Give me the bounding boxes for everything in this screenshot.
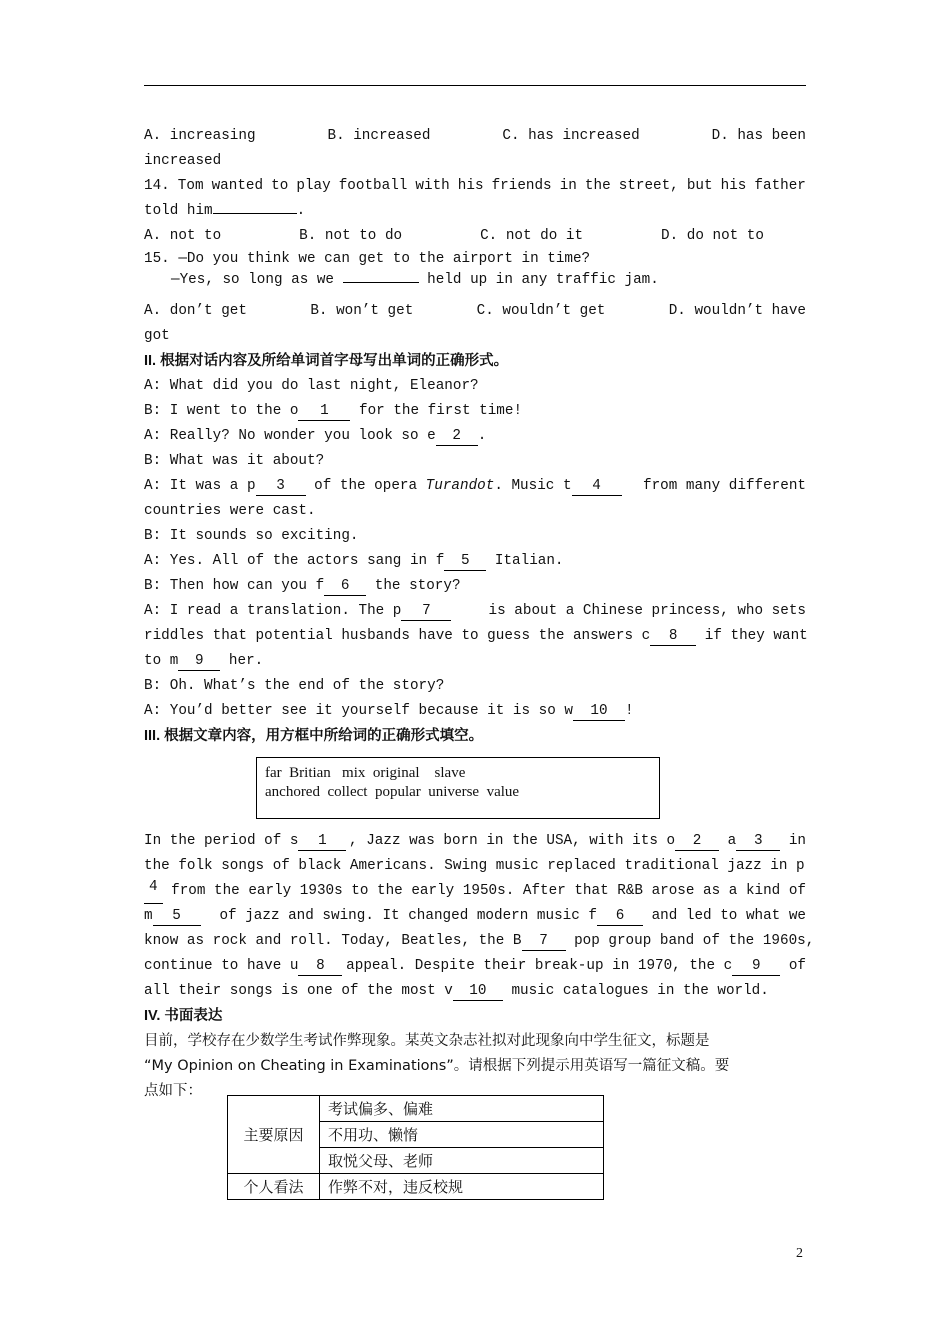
dialogue-line: B: Oh. What’s the end of the story?: [144, 678, 445, 694]
dialogue-text: A: Really? No wonder you look so e: [144, 428, 436, 444]
q15-option-b: B. won’t get: [310, 303, 414, 319]
writing-points-table: [227, 1095, 604, 1200]
q14-word: wanted: [211, 178, 264, 194]
q15-answer-blank[interactable]: [343, 282, 419, 283]
dialogue-line: [144, 399, 806, 424]
dialogue-text: . Music t: [494, 478, 572, 494]
q15-options: [144, 299, 806, 324]
dialogue-text: from many different: [634, 478, 806, 494]
q14-text: told him: [144, 203, 213, 219]
dialogue-line: [144, 699, 806, 724]
dialogue-text: is about a Chinese princess, who sets: [479, 603, 806, 619]
passage-line: [144, 979, 806, 1004]
blank-8[interactable]: 8: [650, 628, 696, 646]
q14-word: friends: [491, 178, 552, 194]
q15-options-continued: got: [144, 328, 170, 344]
passage-segment: [144, 954, 342, 979]
passage-line: the folk songs of black Americans. Swing music replaced traditional jazz in p: [144, 858, 805, 874]
q14-text: .: [296, 203, 306, 219]
passage-line: [144, 879, 806, 904]
passage-segment: [144, 929, 566, 954]
passage-segment: [346, 954, 806, 979]
dialogue-text: A: Yes. All of the actors sang in f: [144, 553, 445, 569]
blank-2[interactable]: 2: [436, 428, 478, 446]
reason-cell: 不用功、懒惰: [320, 1122, 604, 1148]
dialogue-text: !: [624, 703, 634, 719]
dialogue-text: riddles that potential husbands have to guess the answers c: [144, 628, 651, 644]
dialogue-segment: [144, 624, 696, 649]
word-box-line-1: far Britian mix original slave: [265, 765, 466, 781]
writing-prompt-line: 点如下：: [144, 1083, 202, 1099]
blank-5[interactable]: 5: [153, 908, 201, 926]
q14-word: the: [584, 178, 611, 194]
q15-option-a: A. don’t get: [144, 303, 247, 319]
section-2-title: II. 根据对话内容及所给单词首字母写出单词的正确形式。: [144, 353, 509, 369]
q14-word: father: [754, 178, 806, 194]
q14-word: but: [686, 178, 713, 194]
passage-text: pop group band of the 1960s,: [565, 933, 815, 949]
passage-segment: [144, 829, 346, 854]
passage-text: of: [780, 958, 806, 974]
blank-1[interactable]: 1: [298, 833, 346, 851]
dialogue-line: [144, 649, 806, 674]
passage-text: continue to have u: [144, 958, 299, 974]
q13-option-c: C. has increased: [502, 128, 640, 144]
page-content: [144, 124, 815, 1104]
blank-5[interactable]: 5: [444, 553, 486, 571]
blank-3[interactable]: 3: [736, 833, 780, 851]
dialogue-text: for the first time!: [350, 403, 523, 419]
dialogue-text: B: I went to the o: [144, 403, 299, 419]
table-row: [228, 1096, 604, 1122]
q14-option-d: D. do not to: [661, 228, 764, 244]
dialogue-text: if they want: [696, 628, 808, 644]
blank-9[interactable]: 9: [732, 958, 780, 976]
passage-text: a: [719, 833, 737, 849]
q13-option-b: B. increased: [327, 128, 431, 144]
dialogue-text: to m: [144, 653, 179, 669]
dialogue-line: [144, 599, 806, 624]
passage-text: In the period of s: [144, 833, 299, 849]
dialogue-line: B: What was it about?: [144, 453, 325, 469]
blank-6[interactable]: 6: [597, 908, 643, 926]
q14-option-b: B. not to do: [299, 228, 403, 244]
passage-line: [144, 904, 806, 929]
blank-4[interactable]: 4: [572, 478, 622, 496]
blank-9[interactable]: 9: [178, 653, 220, 671]
passage-text: and led to what we: [642, 908, 806, 924]
personal-opinion-label: 个人看法: [228, 1174, 320, 1200]
dialogue-text: .: [477, 428, 487, 444]
blank-8[interactable]: 8: [298, 958, 342, 976]
header-rule: [144, 85, 806, 86]
q13-option-d: D. has been: [711, 128, 806, 144]
passage-line: [144, 954, 806, 979]
dialogue-line: [144, 474, 806, 499]
opera-title: Turandot: [425, 478, 495, 494]
blank-10[interactable]: 10: [453, 983, 503, 1001]
q15-text: held up in any traffic jam.: [418, 272, 659, 288]
q15-option-d: D. wouldn’t have: [668, 303, 806, 319]
main-reasons-label: 主要原因: [228, 1096, 320, 1174]
passage-text: appeal. Despite their break-up in 1970, the c: [346, 958, 733, 974]
dialogue-text: Italian.: [486, 553, 564, 569]
dialogue-text: her.: [220, 653, 264, 669]
passage-segment: [349, 829, 806, 854]
blank-7[interactable]: 7: [522, 933, 566, 951]
dialogue-text: A: I read a translation. The p: [144, 603, 402, 619]
q14-word: his: [720, 178, 747, 194]
dialogue-line: [144, 549, 806, 574]
passage-text: m: [144, 908, 153, 924]
dialogue-line: [144, 574, 806, 599]
passage-text: from the early 1930s to the early 1950s. After that R&B arose as a kind of: [162, 883, 806, 899]
q14-word: Tom: [177, 178, 204, 194]
q14-option-c: C. not do it: [480, 228, 584, 244]
blank-2[interactable]: 2: [675, 833, 719, 851]
dialogue-segment: [144, 474, 622, 499]
dialogue-text: B: Then how can you f: [144, 578, 325, 594]
reason-cell: 考试偏多、偏难: [320, 1096, 604, 1122]
q14-options: [144, 224, 806, 249]
passage-segment: [144, 904, 201, 929]
dialogue-text: A: It was a p: [144, 478, 256, 494]
q14-word: with: [415, 178, 450, 194]
q14-question-line1: [144, 174, 806, 199]
q13-option-a: A. increasing: [144, 128, 256, 144]
q14-word: street,: [618, 178, 679, 194]
passage-text: music catalogues in the world.: [502, 983, 769, 999]
dialogue-segment: [144, 599, 451, 624]
passage-text: know as rock and roll. Today, Beatles, the B: [144, 933, 522, 949]
dialogue-line: countries were cast.: [144, 503, 316, 519]
q14-word: football: [338, 178, 408, 194]
q14-option-a: A. not to: [144, 228, 222, 244]
dialogue-text: of the opera: [305, 478, 426, 494]
passage-segment: [211, 904, 806, 929]
q14-answer-blank[interactable]: [213, 213, 297, 214]
q13-options: [144, 124, 806, 149]
dialogue-line: A: What did you do last night, Eleanor?: [144, 378, 479, 394]
blank-3[interactable]: 3: [256, 478, 306, 496]
passage-text: , Jazz was born in the USA, with its o: [349, 833, 676, 849]
q14-word: to: [271, 178, 289, 194]
dialogue-line: B: It sounds so exciting.: [144, 528, 359, 544]
blank-7[interactable]: 7: [401, 603, 451, 621]
q14-word: in: [559, 178, 577, 194]
blank-1[interactable]: 1: [298, 403, 350, 421]
page-number: 2: [796, 1246, 803, 1261]
passage-text: of jazz and swing. It changed modern music f: [210, 908, 597, 924]
q14-word: play: [296, 178, 331, 194]
word-box-line-2: anchored collect popular universe value: [265, 784, 520, 800]
writing-prompt-line: “My Opinion on Cheating in Examinations”。请根据下列提示用英语写一篇征文稿。要: [144, 1058, 730, 1074]
q15-option-c: C. wouldn’t get: [476, 303, 606, 319]
dialogue-text: the story?: [366, 578, 461, 594]
q14-word: his: [457, 178, 484, 194]
dialogue-text: A: You’d better see it yourself because it is so w: [144, 703, 573, 719]
q14-word: 14.: [144, 178, 170, 194]
section-3-title: III. 根据文章内容，用方框中所给词的正确形式填空。: [144, 728, 484, 744]
opinion-cell: 作弊不对，违反校规: [320, 1174, 604, 1200]
reason-cell: 取悦父母、老师: [320, 1148, 604, 1174]
table-row: [228, 1174, 604, 1200]
passage-text: all their songs is one of the most v: [144, 983, 453, 999]
dialogue-line: [144, 624, 806, 649]
word-box: [256, 757, 660, 819]
q13-options-continued: increased: [144, 153, 222, 169]
dialogue-line: [144, 424, 806, 449]
blank-10[interactable]: 10: [573, 703, 625, 721]
blank-4[interactable]: 4: [144, 879, 163, 904]
passage-line: [144, 829, 806, 854]
passage-text: in: [780, 833, 806, 849]
q14-question-line2: [144, 199, 806, 224]
passage-line: [144, 929, 815, 954]
q15-question-line1: 15. —Do you think we can get to the airport in time?: [144, 251, 591, 267]
section-4-title: IV. 书面表达: [144, 1008, 223, 1024]
writing-prompt-line: 目前，学校存在少数学生考试作弊现象。某英文杂志社拟对此现象向中学生征文，标题是: [144, 1033, 710, 1049]
q15-question-line2: [144, 270, 806, 299]
blank-6[interactable]: 6: [324, 578, 366, 596]
q15-text: —Yes, so long as we: [171, 272, 343, 288]
